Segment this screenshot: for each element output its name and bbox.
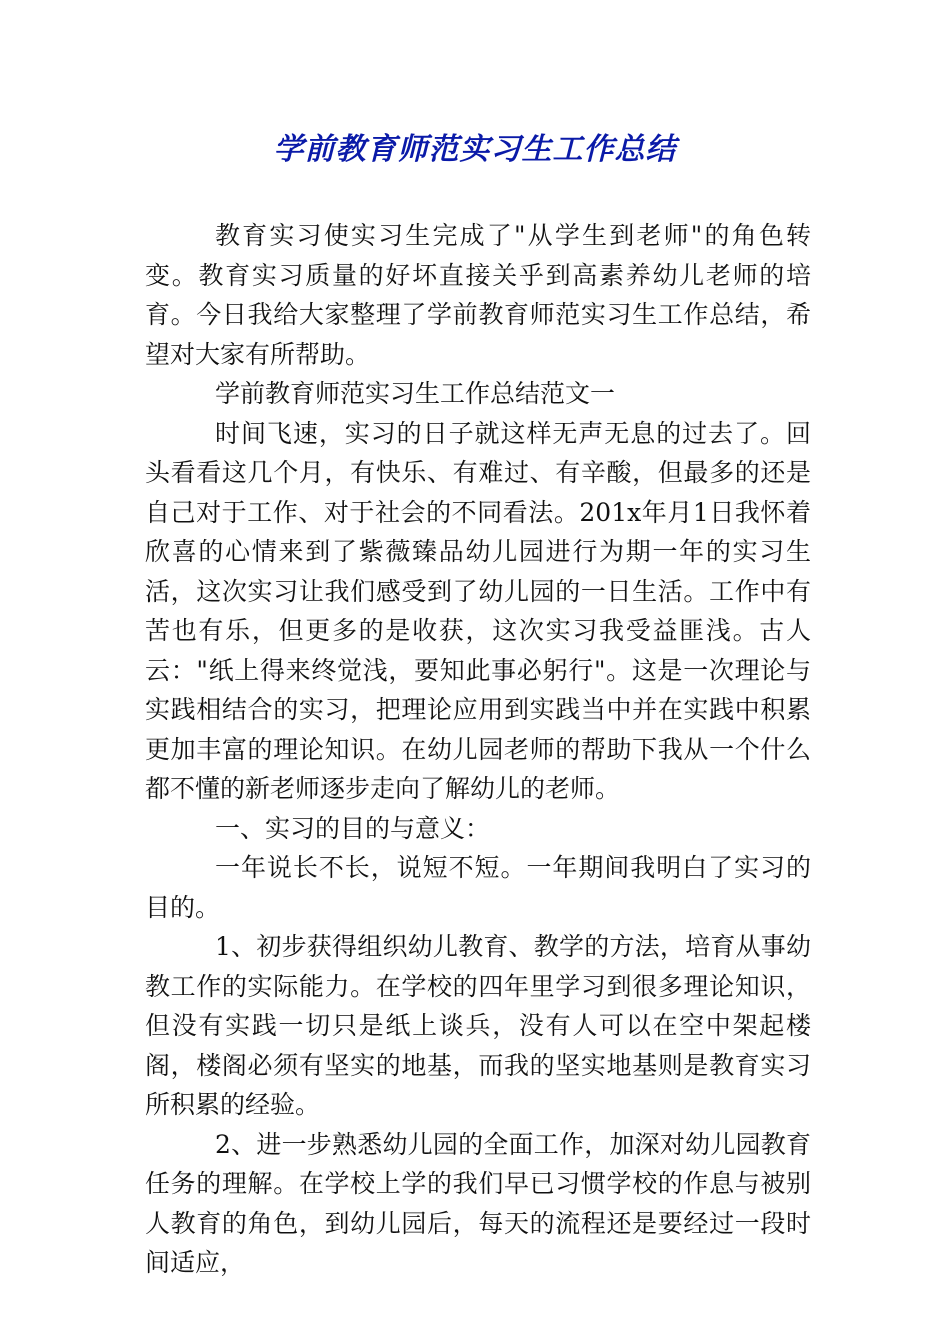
section-heading-purpose: 一、实习的目的与意义： (215, 813, 491, 843)
paragraph-point-1: 1、初步获得组织幼儿教育、教学的方法，培育从事幼教工作的实际能力。在学校的四年里学习到很多理论知识，但没有实践一切只是纸上谈兵，没有人可以在空中架起楼阁，楼阁必须有坚实的地基，而我的坚实地基则是教育实习所积累的经验。 (145, 932, 811, 1119)
paragraph-experience: 时间飞速，实习的日子就这样无声无息的过去了。回头看看这几个月，有快乐、有难过、有辛酸，但最多的还是自己对于工作、对于社会的不同看法。201x年月1日我怀着欣喜的心情来到了紫薇臻品幼儿园进行为期一年的实习生活，这次实习让我们感受到了幼儿园的一日生活。工作中有苦也有乐，但更多的是收获，这次实习我受益匪浅。古人云："纸上得来终觉浅，要知此事必躬行"。这是一次理论与实践相结合的实习，把理论应用到实践当中并在实践中积累更加丰富的理论知识。在幼儿园老师的帮助下我从一个什么都不懂的新老师逐步走向了解幼儿的老师。 (145, 418, 811, 803)
paragraph-intro: 教育实习使实习生完成了"从学生到老师"的角色转变。教育实习质量的好坏直接关乎到高素养幼儿老师的培育。今日我给大家整理了学前教育师范实习生工作总结，希望对大家有所帮助。 (145, 221, 811, 369)
paragraph-one-year: 一年说长不长，说短不短。一年期间我明白了实习的目的。 (145, 853, 811, 922)
document-body (145, 216, 811, 1283)
paragraph-point-2: 2、进一步熟悉幼儿园的全面工作，加深对幼儿园教育任务的理解。在学校上学的我们早已习惯学校的作息与被别人教育的角色，到幼儿园后，每天的流程还是要经过一段时间适应， (145, 1129, 811, 1277)
document-title: 学前教育师范实习生工作总结 (273, 132, 677, 167)
paragraph-sample-heading: 学前教育师范实习生工作总结范文一 (215, 379, 616, 408)
